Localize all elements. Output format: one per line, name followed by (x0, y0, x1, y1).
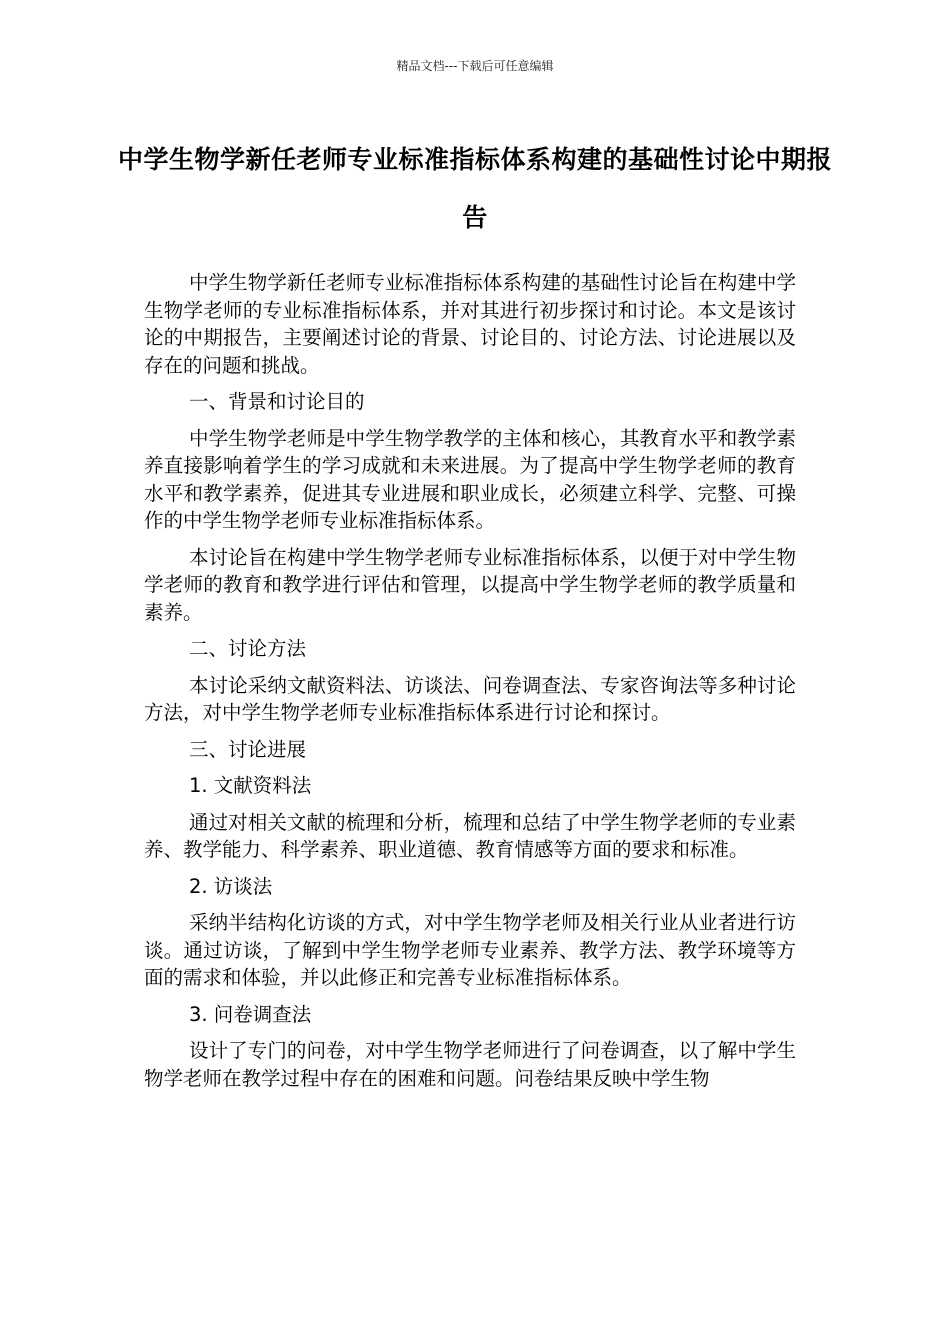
document-title: 中学生物学新任老师专业标准指标体系构建的基础性讨论中期报告 (117, 145, 832, 232)
intro-paragraph: 中学生物学新任老师专业标准指标体系构建的基础性讨论旨在构建中学生物学老师的专业标准指标体系，并对其进行初步探讨和讨论。本文是该讨论的中期报告，主要阐述讨论的背景、讨论目的、讨论方法、讨论进展以及存在的问题和挑战。 (144, 271, 796, 377)
header-note: 精品文档---下载后可任意编辑 (396, 59, 554, 73)
paragraph-background: 中学生物学老师是中学生物学教学的主体和核心，其教育水平和教学素养直接影响着学生的学习成就和未来进展。为了提高中学生物学老师的教育水平和教学素养，促进其专业进展和职业成长，必须建立科学、完整、可操作的中学生物学老师专业标准指标体系。 (144, 426, 796, 532)
subheading-literature: 1. 文献资料法 (189, 774, 312, 797)
paragraph-interview: 采纳半结构化访谈的方式，对中学生物学老师及相关行业从业者进行访谈。通过访谈，了解到中学生物学老师专业素养、教学方法、教学环境等方面的需求和体验，并以此修正和完善专业标准指标体系。 (144, 911, 796, 989)
section-heading-methods: 二、讨论方法 (189, 637, 307, 660)
paragraph-methods: 本讨论采纳文献资料法、访谈法、问卷调查法、专家咨询法等多种讨论方法，对中学生物学老师专业标准指标体系进行讨论和探讨。 (144, 673, 796, 724)
paragraph-purpose: 本讨论旨在构建中学生物学老师专业标准指标体系，以便于对中学生物学老师的教育和教学进行评估和管理，以提高中学生物学老师的教学质量和素养。 (144, 545, 796, 624)
subheading-questionnaire: 3. 问卷调查法 (189, 1002, 312, 1026)
subheading-interview: 2. 访谈法 (189, 874, 273, 898)
section-heading-progress: 三、讨论进展 (189, 737, 307, 761)
paragraph-literature: 通过对相关文献的梳理和分析，梳理和总结了中学生物学老师的专业素养、教学能力、科学素养、职业道德、教育情感等方面的要求和标准。 (144, 810, 796, 861)
paragraph-questionnaire: 设计了专门的问卷，对中学生物学老师进行了问卷调查，以了解中学生物学老师在教学过程中存在的困难和问题。问卷结果反映中学生物 (144, 1039, 796, 1090)
document-body (144, 269, 796, 1101)
section-heading-background: 一、背景和讨论目的 (189, 390, 365, 413)
